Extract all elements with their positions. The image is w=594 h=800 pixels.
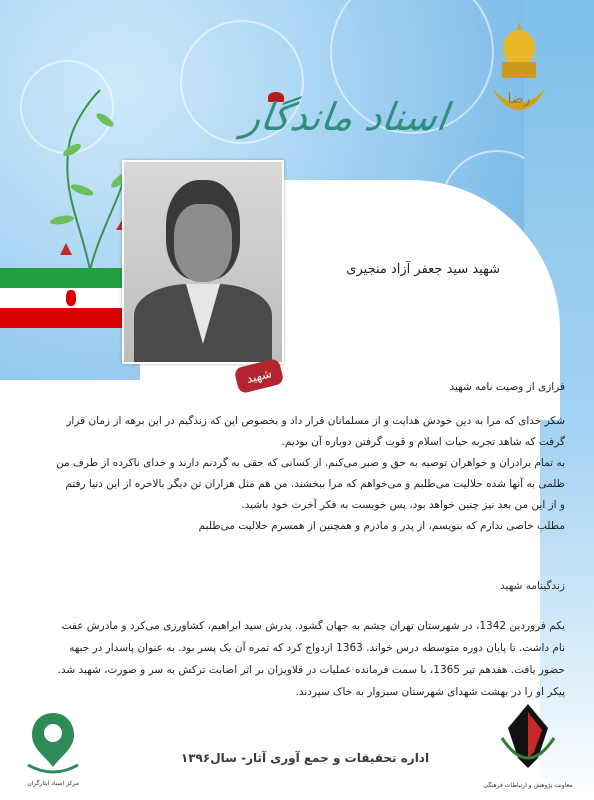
page-title: اسناد ماندگار (239, 95, 451, 139)
will-line: شکر خدای که مرا به دین خودش هدایت و از مسلمانان قرار داد و بخصوص این که زندگیم در این برهه از زمان قرار (66, 415, 565, 427)
footer-office-text: اداره تحقیقات و جمع آوری آثار- سال۱۳۹۶ (180, 751, 430, 765)
flag-red-stripe (0, 308, 122, 328)
flag-emblem-icon (66, 290, 76, 306)
biography-line: پیکر او را در بهشت شهدای شهرستان سبزوار به خاک سپردند. (295, 686, 565, 698)
biography-heading: زندگینامه شهید (500, 580, 565, 592)
will-line: و از این من بعد نیز چنین خواهد بود، پس خوبست به فکر آخرت خود باشید. (241, 499, 565, 511)
emblem-text: رضا (507, 91, 531, 107)
left-logo-caption: مرکز اسناد ایثارگران (27, 780, 79, 787)
flag-green-stripe (0, 268, 122, 288)
flag-white-stripe (0, 288, 122, 308)
will-line: مطلب خاصی ندارم که بنویسم، از پدر و مادرم و همچنین از همسرم حلالیت می‌طلبم (198, 520, 565, 532)
right-logo-caption: معاونت پژوهش و ارتباطات فرهنگی (483, 782, 573, 789)
biography-line: یکم فروردین 1342، در شهرستان تهران چشم به جهان گشود. پدرش سید ابراهیم، کشاورزی می‌کرد و مادرش عفت (61, 620, 565, 632)
will-line: ظلمی به آنها شده حلالیت می‌طلبم و می‌خواهم که مرا ببخشند. من هم مثل هزاران تن دیگر بالاخره از این دنیا رفتم (65, 478, 565, 490)
biography-line: نام داشت. تا پایان دوره متوسطه درس خواند. 1363 ازدواج کرد که ثمره آن یک پسر بود. به عنوان پاسدار در جبهه (69, 642, 565, 654)
portrait-face (174, 204, 232, 282)
iran-flag (0, 268, 122, 328)
martyr-portrait (122, 160, 284, 364)
martyr-name: شهید سید جعفر آزاد منجیری (346, 262, 500, 277)
will-line: گرفت که شاهد تجربه حیات اسلام و قوت گرفتن دوباره آن بودیم. (281, 436, 565, 448)
biography-line: حضور یافت. هفدهم تیر 1365، با سمت فرمانده عملیات در قلاویزان بر اثر اصابت ترکش به سر و صورت، شهید شد. (57, 664, 565, 676)
shrine-emblem-icon (484, 18, 554, 118)
foundation-logo-icon (488, 698, 568, 794)
martyr-seal-stamp: شهید (234, 358, 285, 394)
will-heading: فرازی از وصیت نامه شهید (449, 381, 565, 393)
will-line: به تمام برادران و خواهران توصیه به حق و صبر می‌کنم. از کسانی که حقی به گردنم دارند و خدای ناکرده از طرف من (56, 457, 565, 469)
